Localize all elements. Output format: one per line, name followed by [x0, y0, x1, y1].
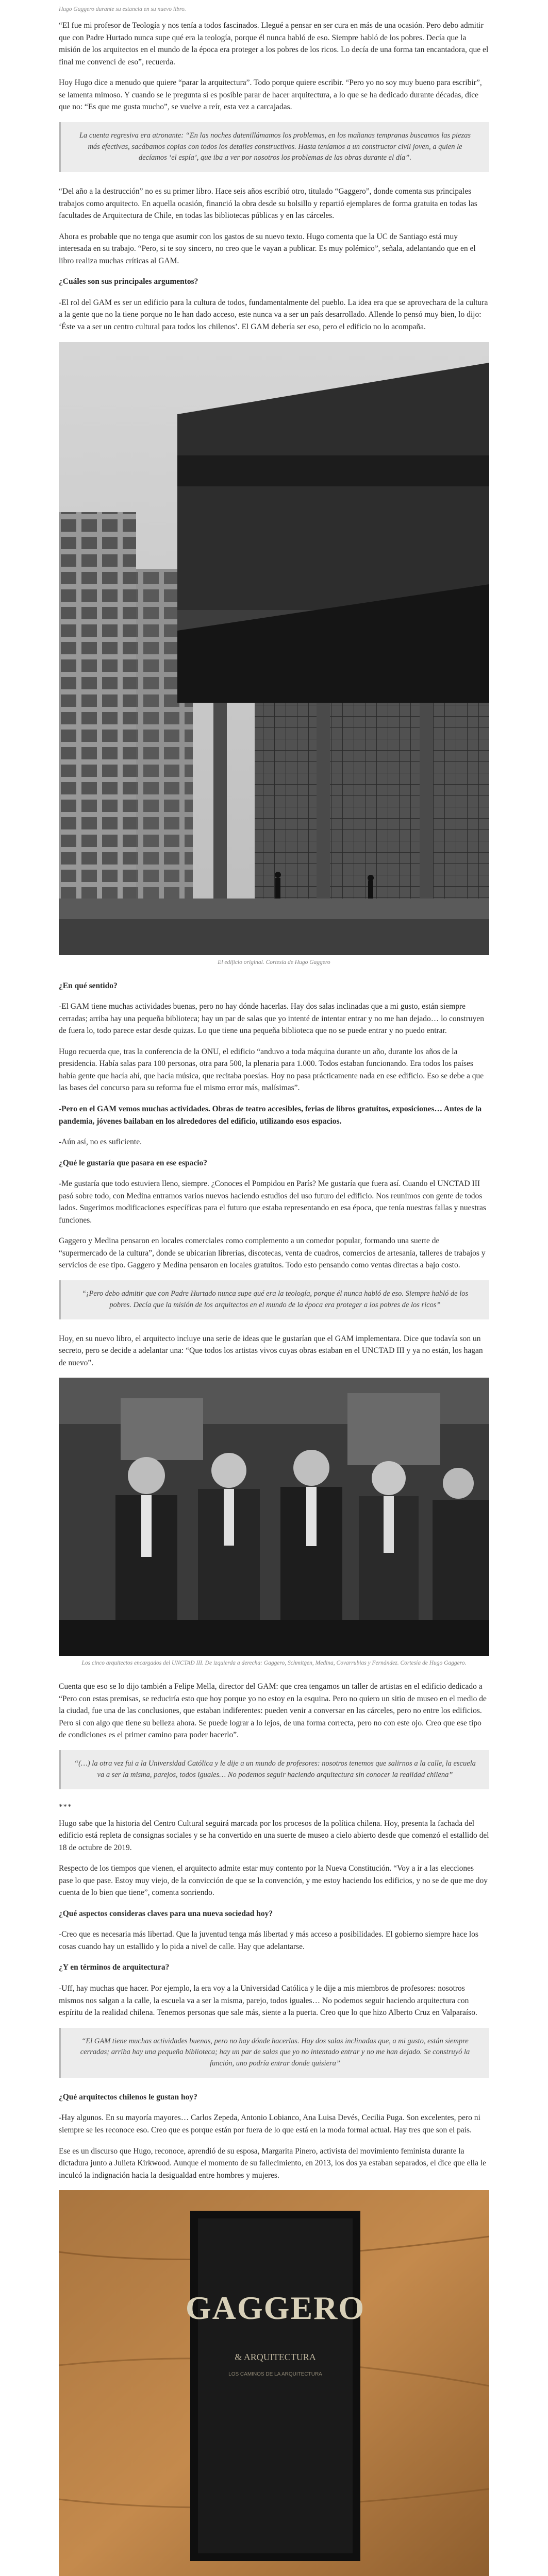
- question: ¿Qué arquitectos chilenos le gustan hoy?: [59, 2092, 197, 2102]
- question: ¿Cuáles son sus principales argumentos?: [59, 277, 198, 286]
- book-photo: [59, 2190, 489, 2576]
- building-photo-figure: [59, 342, 489, 967]
- group-photo: [59, 1378, 489, 1656]
- top-caption: Hugo Gaggero durante su estancia en su nuevo libro.: [59, 6, 186, 12]
- question: -Pero en el GAM vemos muchas actividades. Obras de teatro accesibles, ferias de libros gratuitos, exposiciones… Antes de la pandemia, jóvenes bailaban en los alrededores del edificio, utilizando esos espacios.: [59, 1105, 482, 1126]
- figure-caption: Los cinco arquitectos encargados del UNCTAD III. De izquierda a derecha: Gaggero, Schmitgen, Medina, Covarrubias y Fernández. Cortesía de Hugo Gaggero.: [81, 1660, 467, 1667]
- paragraph: -Me gustaría que todo estuviera lleno, siempre. ¿Conoces el Pompidou en París? Me gustaría que fuera así. Cuando el UNCTAD III pasó sobre todo, con Medina entramos varios nuevos haciendo estudios del uso futuro del edificio. Nos reunimos con gente de todos lados. Sugerimos modificaciones específicas para el futuro que estaba representando en esa época, que tenía nuestras fallas y nuestras funciones.: [59, 1179, 486, 1225]
- question: ¿Qué aspectos consideras claves para una nueva sociedad hoy?: [59, 1909, 273, 1918]
- paragraph: -Creo que es necesaria más libertad. Que la juventud tenga más libertad y más acceso a posibilidades. El gobierno siempre hace los cosas cuando hay un estallido y lo pida a nivel de calle. Hay que adelantarse.: [59, 1930, 478, 1951]
- paragraph: Gaggero y Medina pensaron en locales comerciales como complemento a un comedor popular, formando una suerte de “supermercado de la cultura”, donde se ubicarían librerías, discotecas, venta de cuadros, comercios de artesanía, talleres de trabajos y servicios de ese tipo. Gaggero y Medina pensaron en locales gratuitos. Todo esto pensando como ventas directas a bajo costo.: [59, 1236, 486, 1270]
- pull-quote: “El GAM tiene muchas actividades buenas, pero no hay dónde hacerlas. Hay dos salas inclinadas que, a mi gusto, están siempre cerradas; arriba hay una pequeña biblioteca; hay un par de salas que yo no intentado entrar y no me han dejado. Se construyó la función, uno podría entrar donde quisiera”: [59, 2028, 489, 2078]
- question: ¿Qué le gustaría que pasara en ese espacio?: [59, 1158, 208, 1167]
- paragraph: “Del año a la destrucción” no es su primer libro. Hace seis años escribió otro, titulado “Gaggero”, donde comenta sus principales trabajos como arquitecto. En aquella ocasión, financió la obra desde su bolsillo y repartió ejemplares de forma gratuita en todas las facultades de Arquitectura de Chile, en todas las bibliotecas públicas y en las cárceles.: [59, 187, 477, 221]
- book-title: GAGGERO: [185, 2290, 366, 2327]
- paragraph: Cuenta que eso se lo dijo también a Felipe Mella, director del GAM: que crea tengamos un taller de artistas en el edificio dedicado a “Pero con estas premisas, se reduciría esto que hoy porque yo no estoy en la esquina. Pero no quiero un sitio de museo en el medio de la ciudad, fue una de las conclusiones, que estaban indiferentes: pueden venir a conversar en las cárceles, pero no entre los edificios. Pero sí con algo que tiene su belleza ahora. Se puede lograr a lo lejos, de una forma correcta, pero no con este ojo. Creo que ese tipo de condiciones es el primer camino para poder hacerlo”.: [59, 1682, 487, 1740]
- separator: ***: [59, 1802, 72, 1811]
- book-photo-figure: [59, 2190, 489, 2576]
- paragraph: Ahora es probable que no tenga que asumir con los gastos de su nuevo texto. Hugo comenta que la UC de Santiago está muy interesada en su trabajo. “Pero, si te soy sincero, no creo que le vayan a publicar. Es muy polémico”, señala, adelantando que en el libro realiza muchas críticas al GAM.: [59, 232, 476, 265]
- book-subtitle: & ARQUITECTURA: [235, 2352, 316, 2363]
- pull-quote: “(…) la otra vez fui a la Universidad Católica y le dije a un mundo de profesores: nosotros tenemos que salirnos a la calle, la escuela va a ser la misma, parejos, todos iguales… No podemos seguir haciendo arquitectura sin conocer la realidad chilena”: [59, 1750, 489, 1789]
- pull-quote: La cuenta regresiva era atronante: “En las noches datenillámamos los problemas, en los mañanas tempranas buscamos las piezas más efectivas, sacábamos copias con todos los detalles constructivos. Hasta teníamos a un constructor civil joven, a quien le decíamos ‘el espía’, que iba a ver por nosotros los problemas de las obras durante el día”.: [59, 122, 489, 172]
- paragraph: -Uff, hay muchas que hacer. Por ejemplo, la era voy a la Universidad Católica y le dije a mis miembros de profesores: nosotros mismos nos salgan a la calle, la escuela va a ser la misma, parejo, todos iguales… No podemos seguir haciendo arquitectura con espíritu de la realidad chilena. Tenemos personas que sale más, siente a la puerta. Creo que lo que hizo Alberto Cruz en Valparaíso.: [59, 1984, 477, 2018]
- question: ¿Y en términos de arquitectura?: [59, 1963, 170, 1972]
- article: [59, 0, 489, 2576]
- paragraph: Hoy, en su nuevo libro, el arquitecto incluye una serie de ideas que le gustarían que el GAM implementara. Dice que todavía son un secreto, pero se decide a adelantar una: “Que todos los artistas vivos cuyas obras estaban en el UNCTAD III y ya no están, los hagan de nuevo”.: [59, 1334, 483, 1367]
- paragraph: -El GAM tiene muchas actividades buenas, pero no hay dónde hacerlas. Hay dos salas inclinadas que a mi gusto, están siempre cerradas; arriba hay una pequeña biblioteca; hay un par de salas que yo intenté de intentar entrar y no me han dejado… lo construyen de fuera lo, todo parece estar desde quizas. Lo que tiene una pequeña biblioteca que no se puede entrar y no puedo entrar.: [59, 1002, 485, 1036]
- paragraph: Hugo sabe que la historia del Centro Cultural seguirá marcada por los procesos de la política chilena. Hoy, presenta la fachada del edificio está repleta de consignas sociales y se ha convertido en una suerte de museo a cielo abierto desde que comenzó el estallido del 18 de octubre de 2019.: [59, 1819, 489, 1852]
- paragraph: -Hay algunos. En su mayoría mayores… Carlos Zepeda, Antonio Lobianco, Ana Luisa Devés, Cecilia Puga. Son excelentes, pero ni siempre se les reconoce eso. Creo que es porque están por fuera de lo que está en la moda formal actual. Hay tres que son el país.: [59, 2113, 480, 2134]
- paragraph: Ese es un discurso que Hugo, reconoce, aprendió de su esposa, Margarita Pinero, activista del movimiento feminista durante la dictadura junto a Julieta Kirkwood. Aunque el momento de su fallecimiento, en 2013, los dos ya estaban separados, el dice que ella le inculcó la indignación hacia la desigualdad entre hombres y mujeres.: [59, 2146, 487, 2180]
- pull-quote: “¡Pero debo admitir que con Padre Hurtado nunca supe qué era la teología, porque él nunca habló de eso. Siempre habló de los pobres. Decía que la misión de los arquitectos en el mundo de la época era proteger a los pobres de los ricos”: [59, 1280, 489, 1319]
- paragraph: Hoy Hugo dice a menudo que quiere “parar la arquitectura”. Todo porque quiere escribir. “Pero yo no soy muy bueno para escribir”, se lamenta mimoso. Y cuando se le pregunta si es posible parar de hacer arquitectura, a lo que se ha dedicado durante décadas, dice que no: “Es que me gusta mucho”, se vuelve a reír, esta vez a carcajadas.: [59, 78, 482, 112]
- paragraph: Hugo recuerda que, tras la conferencia de la ONU, el edificio “anduvo a toda máquina durante un año, durante los años de la presidencia. Había salas para 100 personas, otra para 500, la plenaria para 1.000. Todos estaban funcionando. Era todos los países había gente que hacía ahí, que hacía música, que recitaba poesías. Hoy no pasa prácticamente nada en ese edificio. Eso se debe a que las bases del concurso para su reforma fue el mismo error más, malísimas”.: [59, 1047, 484, 1093]
- figure-caption: El edificio original. Cortesía de Hugo Gaggero: [218, 959, 330, 965]
- paragraph: -El rol del GAM es ser un edificio para la cultura de todos, fundamentalmente del pueblo. La idea era que se aprovechara de la cultura a la gente que no la tiene porque no le han dado acceso, este nunca va a ser un país desarrollado. Allende lo pensó muy bien, lo dijo: ‘Éste va a ser un centro cultural para todos los chilenos’. El GAM debería ser eso, pero el edificio no lo acompaña.: [59, 298, 488, 331]
- group-photo-figure: [59, 1378, 489, 1667]
- paragraph: Respecto de los tiempos que vienen, el arquitecto admite estar muy contento por la Nueva Constitución. “Voy a ir a las elecciones pase lo que pase. Estoy muy viejo, de la convicción de que se la convención, y me estoy haciendo los edificios, y no se de que me doy cuenta de lo bien que tiene”, comenta sonriendo.: [59, 1864, 488, 1897]
- book-subtitle-2: LOS CAMINOS DE LA ARQUITECTURA: [228, 2371, 322, 2378]
- question: ¿En qué sentido?: [59, 981, 118, 990]
- paragraph: -Aún así, no es suficiente.: [59, 1138, 142, 1147]
- paragraph: “El fue mi profesor de Teología y nos tenía a todos fascinados. Llegué a pensar en ser cura en más de una ocasión. Pero debo admitir que con Padre Hurtado nunca supe qué era la teología, porque él nunca habló de eso. Siempre habló de los pobres. Decía que la misión de los arquitectos en el mundo de la época era proteger a los pobres de los ricos. Lo decía de una forma tan encantadora, que el final me convencí de eso”, recuerda.: [59, 21, 489, 66]
- building-photo: [59, 342, 489, 955]
